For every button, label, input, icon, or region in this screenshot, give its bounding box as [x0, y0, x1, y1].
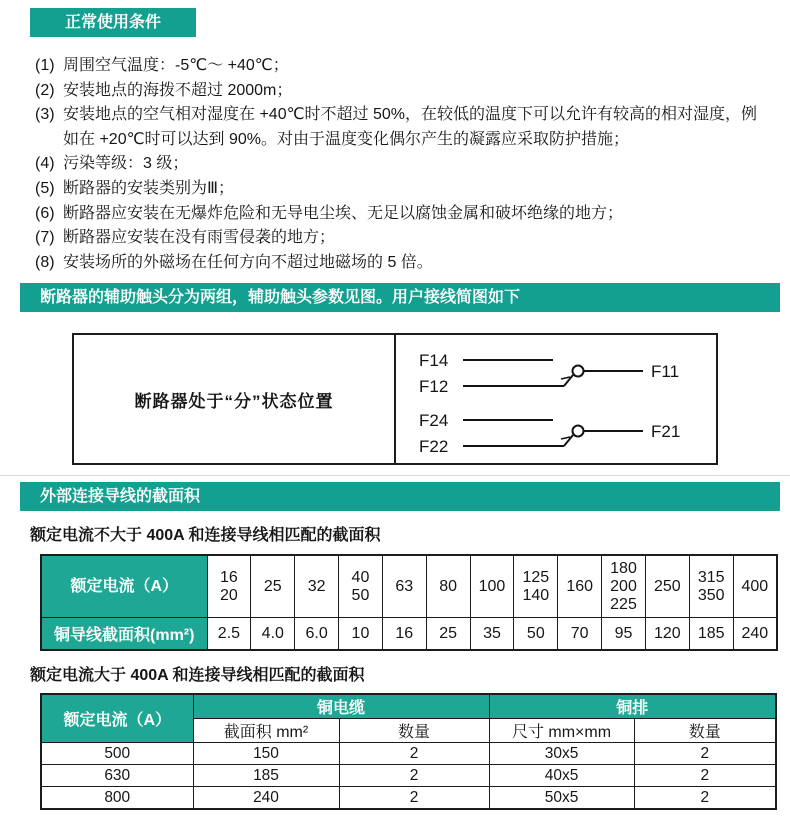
- column-current-value: 16 20: [207, 555, 251, 617]
- table-cell: 50x5: [489, 787, 634, 809]
- table-cell: 500: [41, 743, 193, 765]
- condition-item: [35, 152, 772, 177]
- terminal-label: F22: [419, 437, 449, 457]
- cell-cross-section: 2.5: [207, 617, 251, 650]
- table-rated-current-small: [40, 554, 778, 651]
- table-cell: 2: [634, 765, 776, 787]
- terminal-label: F14: [419, 351, 449, 371]
- condition-number: (3): [35, 106, 55, 124]
- table-cell: 40x5: [489, 765, 634, 787]
- cell-cross-section: 240: [733, 617, 777, 650]
- table-row: [41, 787, 776, 809]
- column-current-value: 100: [470, 555, 514, 617]
- column-current-value: 400: [733, 555, 777, 617]
- aux-circuit-diagram: [396, 335, 716, 463]
- condition-text: 安装地点的海拨不超过 2000m；: [63, 81, 293, 99]
- column-current-value: 315 350: [689, 555, 733, 617]
- table-cell: 185: [193, 765, 339, 787]
- section-header-normal-conditions: 正常使用条件: [30, 8, 196, 37]
- table-cell: 2: [634, 787, 776, 809]
- condition-item: [35, 79, 772, 104]
- column-current-value: 32: [295, 555, 339, 617]
- condition-item: [35, 202, 772, 227]
- section-divider: [0, 475, 790, 476]
- cell-cross-section: 50: [514, 617, 558, 650]
- condition-number: (7): [35, 229, 55, 247]
- subheader-quantity: 数量: [339, 719, 489, 743]
- terminal-label: F24: [419, 411, 449, 431]
- terminal-label: F12: [419, 377, 449, 397]
- column-current-value: 80: [426, 555, 470, 617]
- condition-item: [35, 251, 772, 276]
- cell-cross-section: 4.0: [251, 617, 295, 650]
- condition-text: 安装场所的外磁场在任何方向不超过地磁场的 5 倍。: [63, 253, 433, 271]
- conditions-list: [35, 54, 772, 275]
- condition-number: (5): [35, 179, 55, 197]
- column-current-value: 250: [645, 555, 689, 617]
- condition-text: 断路器应安装在无爆炸危险和无导电尘埃、无足以腐蚀金属和破坏绝缘的地方；: [63, 204, 624, 222]
- condition-item: [35, 54, 772, 79]
- header-copper-busbar: 铜排: [489, 694, 776, 719]
- condition-item: [35, 103, 772, 152]
- terminal-label: F21: [651, 422, 681, 442]
- header-copper-cable: 铜电缆: [193, 694, 489, 719]
- table-cell: 150: [193, 743, 339, 765]
- table-cell: 630: [41, 765, 193, 787]
- header-copper-wire-section: 铜导线截面积(mm²): [41, 617, 207, 650]
- column-current-value: 180 200 225: [602, 555, 646, 617]
- subheader-quantity: 数量: [634, 719, 776, 743]
- cell-cross-section: 6.0: [295, 617, 339, 650]
- condition-text: 污染等级：3 级；: [63, 155, 189, 173]
- subheader-cross-section: 截面积 mm²: [193, 719, 339, 743]
- diagram-caption: 断路器处于“分”状态位置: [74, 335, 396, 463]
- cell-cross-section: 95: [602, 617, 646, 650]
- cell-cross-section: 25: [426, 617, 470, 650]
- column-current-value: 63: [382, 555, 426, 617]
- section-header-wire-cross-section: 外部连接导线的截面积: [20, 482, 780, 511]
- diagram-box: [72, 333, 718, 465]
- cell-cross-section: 120: [645, 617, 689, 650]
- table-caption-small: 额定电流不大于 400A 和连接导线相匹配的截面积: [30, 527, 381, 545]
- cell-cross-section: 185: [689, 617, 733, 650]
- condition-number: (8): [35, 253, 55, 271]
- condition-text: 断路器应安装在没有雨雪侵袭的地方；: [63, 229, 336, 247]
- header-rated-current: 额定电流（A）: [41, 555, 207, 617]
- table-cell: 2: [634, 743, 776, 765]
- column-current-value: 25: [251, 555, 295, 617]
- subheader-size: 尺寸 mm×mm: [489, 719, 634, 743]
- cell-cross-section: 10: [339, 617, 383, 650]
- column-current-value: 125 140: [514, 555, 558, 617]
- section-header-aux-contacts: 断路器的辅助触头分为两组，辅助触头参数见图。用户接线简图如下: [20, 283, 780, 312]
- condition-item: [35, 226, 772, 251]
- condition-number: (6): [35, 204, 55, 222]
- column-current-value: 160: [558, 555, 602, 617]
- table-cell: 2: [339, 765, 489, 787]
- cell-cross-section: 35: [470, 617, 514, 650]
- terminal-label: F11: [651, 362, 680, 382]
- table-rated-current-large: [40, 693, 777, 810]
- table-row: [41, 765, 776, 787]
- condition-text: 安装地点的空气相对湿度在 +40℃时不超过 50%，在较低的温度下可以允许有较高的相对湿度，例如在 +20℃时可以达到 90%。对由于温度变化偶尔产生的凝露应采取防护措施；: [63, 106, 758, 148]
- condition-number: (4): [35, 155, 55, 173]
- table-cell: 2: [339, 787, 489, 809]
- column-current-value: 40 50: [339, 555, 383, 617]
- condition-text: 周围空气温度：-5℃～ +40℃；: [63, 57, 289, 74]
- table-cell: 2: [339, 743, 489, 765]
- table-cell: 240: [193, 787, 339, 809]
- condition-item: [35, 177, 772, 202]
- header-rated-current: 额定电流（A）: [41, 694, 193, 743]
- table-cell: 30x5: [489, 743, 634, 765]
- cell-cross-section: 16: [382, 617, 426, 650]
- table-cell: 800: [41, 787, 193, 809]
- condition-number: (1): [35, 57, 55, 74]
- aux-circuit-svg: [401, 337, 711, 461]
- condition-number: (2): [35, 81, 55, 99]
- table-row: [41, 743, 776, 765]
- table-caption-large: 额定电流大于 400A 和连接导线相匹配的截面积: [30, 667, 365, 685]
- cell-cross-section: 70: [558, 617, 602, 650]
- condition-text: 断路器的安装类别为Ⅲ；: [63, 179, 235, 197]
